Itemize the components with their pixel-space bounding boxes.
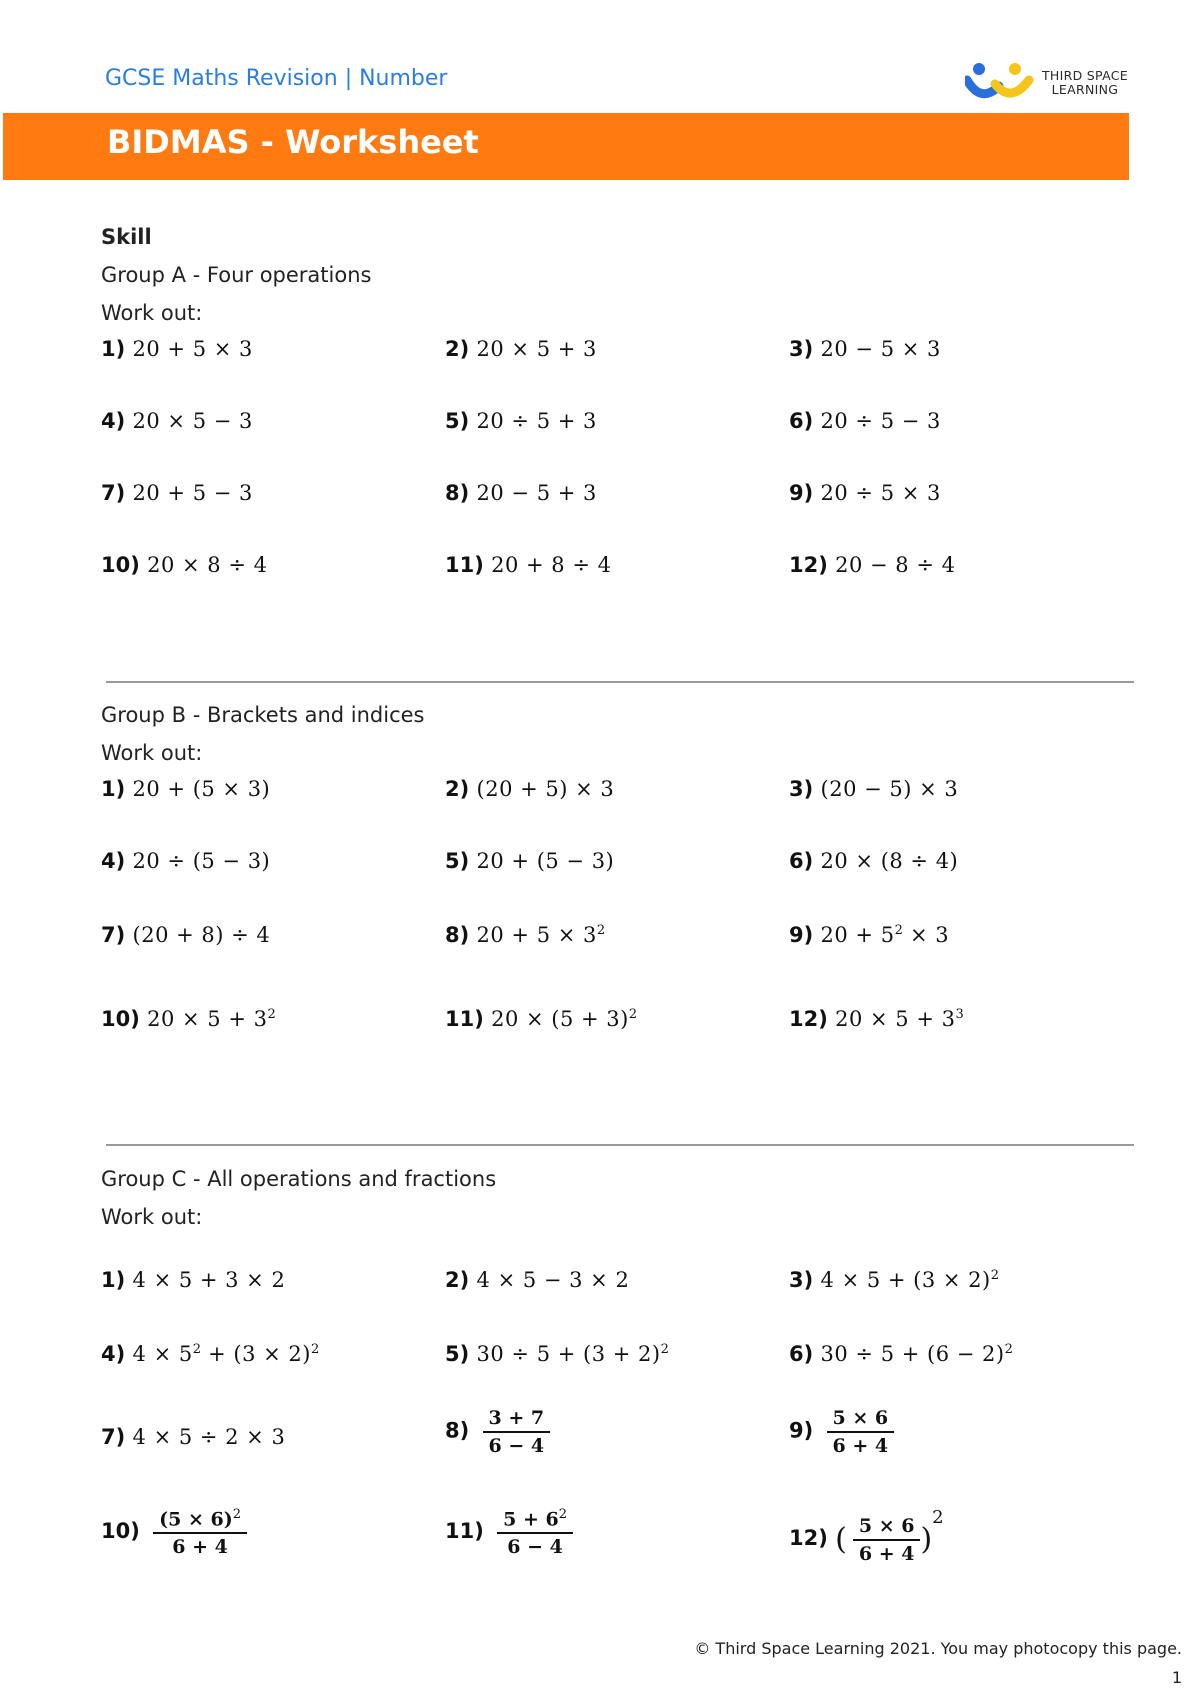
- fraction: [153, 1507, 247, 1558]
- problem-number: 8): [445, 1418, 477, 1443]
- problem-number: 2): [445, 337, 477, 361]
- problem: [789, 1007, 964, 1031]
- group-a-instruction: Work out:: [101, 301, 203, 325]
- problem-number: 7): [101, 481, 133, 505]
- page-title: BIDMAS - Worksheet: [107, 123, 479, 161]
- problem-number: 12): [789, 1007, 836, 1031]
- fraction-numerator: 5 × 6: [827, 1407, 895, 1433]
- problem: [101, 1425, 285, 1449]
- expression-tail: + (3 × 2): [200, 1342, 311, 1366]
- problem-number: 3): [789, 1268, 821, 1292]
- section-divider: [106, 1144, 1134, 1146]
- problem: [101, 1507, 247, 1558]
- problem-number: 10): [101, 1007, 148, 1031]
- expression: 20 × 5 + 3: [147, 1007, 268, 1031]
- problem-number: 2): [445, 1268, 477, 1292]
- problem-number: 6): [789, 1342, 821, 1366]
- expression: 30 ÷ 5 + (3 + 2): [476, 1342, 661, 1366]
- exponent: 3: [955, 1007, 964, 1022]
- problem-number: 11): [445, 1519, 492, 1544]
- problem: [101, 849, 270, 873]
- expression: 20 + 5 × 3: [476, 923, 597, 947]
- problem: [789, 409, 941, 433]
- expression: 20 ÷ 5 × 3: [820, 481, 941, 505]
- problem: [101, 1268, 285, 1292]
- group-b-instruction: Work out:: [101, 741, 203, 765]
- fraction-denominator: 6 + 4: [172, 1536, 228, 1559]
- problem-number: 3): [789, 777, 821, 801]
- problem: [789, 1342, 1013, 1366]
- problem: [789, 1507, 944, 1565]
- problem: [445, 923, 605, 947]
- problem: [789, 553, 955, 577]
- expression: 20 + (5 − 3): [476, 849, 615, 873]
- problem: [445, 553, 611, 577]
- expression: (20 + 5) × 3: [476, 777, 615, 801]
- fraction-denominator: 6 − 4: [488, 1435, 545, 1457]
- close-paren: ): [920, 1522, 933, 1557]
- expression: 20 × 5 + 3: [835, 1007, 956, 1031]
- problem-number: 6): [789, 849, 821, 873]
- expression: 20 × 5 + 3: [476, 337, 597, 361]
- expression: 20 × 5 − 3: [132, 409, 253, 433]
- group-b-heading: Group B - Brackets and indices: [101, 703, 425, 727]
- expression: 20 × 8 ÷ 4: [147, 553, 268, 577]
- problem-number: 9): [789, 1418, 821, 1443]
- expression: 20 + 8 ÷ 4: [491, 553, 612, 577]
- exponent: 2: [932, 1507, 944, 1528]
- fraction-numerator: 5 × 6: [853, 1515, 921, 1541]
- problem: [445, 1268, 629, 1292]
- problem: [445, 337, 597, 361]
- problem: [445, 777, 614, 801]
- fraction-numerator: 3 + 7: [483, 1407, 551, 1433]
- logo-line-2: LEARNING: [1051, 82, 1119, 97]
- expression: 20 − 8 ÷ 4: [835, 553, 956, 577]
- problem: [445, 849, 614, 873]
- problem-number: 10): [101, 553, 148, 577]
- section-divider: [106, 681, 1134, 683]
- expression: 4 × 5 − 3 × 2: [476, 1268, 630, 1292]
- problem: [445, 1007, 637, 1031]
- problem: [445, 481, 597, 505]
- fraction-denominator: 6 − 4: [507, 1536, 563, 1559]
- problem: [445, 1507, 573, 1558]
- expression: 20 × (8 ÷ 4): [820, 849, 959, 873]
- problem-number: 8): [445, 481, 477, 505]
- expression: 4 × 5: [132, 1342, 193, 1366]
- expression: 4 × 5 + (3 × 2): [820, 1268, 991, 1292]
- expression: 20 ÷ 5 + 3: [476, 409, 597, 433]
- problem-number: 6): [789, 409, 821, 433]
- exponent: 2: [310, 1342, 320, 1357]
- page-number: 1: [1171, 1668, 1182, 1687]
- problem: [445, 1342, 669, 1366]
- problem: [101, 553, 267, 577]
- group-c-instruction: Work out:: [101, 1205, 203, 1229]
- fraction-denominator: 6 + 4: [832, 1435, 889, 1457]
- copyright-footer: © Third Space Learning 2021. You may photocopy this page.: [694, 1639, 1182, 1658]
- fraction: [853, 1515, 921, 1565]
- problem-number: 9): [789, 923, 821, 947]
- title-banner: [3, 113, 1129, 180]
- problem-number: 8): [445, 923, 477, 947]
- problem-number: 4): [101, 849, 133, 873]
- expression: 20 − 5 + 3: [476, 481, 597, 505]
- expression: (20 + 8) ÷ 4: [132, 923, 271, 947]
- fraction: [483, 1407, 551, 1457]
- problem-number: 12): [789, 553, 836, 577]
- problem-number: 10): [101, 1519, 148, 1544]
- problem-number: 5): [445, 409, 477, 433]
- problem-number: 2): [445, 777, 477, 801]
- fraction-denominator: 6 + 4: [858, 1542, 915, 1565]
- third-space-learning-logo: [965, 60, 1145, 106]
- header-crumb: GCSE Maths Revision | Number: [105, 66, 448, 91]
- expression: 20 × (5 + 3): [491, 1007, 629, 1031]
- expression: 20 + 5: [820, 923, 895, 947]
- problem: [101, 337, 253, 361]
- fraction: [827, 1407, 895, 1457]
- problem: [789, 923, 949, 947]
- exponent: 2: [232, 1507, 241, 1522]
- open-paren: (: [835, 1522, 847, 1557]
- problem-number: 12): [789, 1526, 836, 1550]
- group-a-heading: Group A - Four operations: [101, 263, 372, 287]
- problem-number: 1): [101, 337, 133, 361]
- exponent: 2: [596, 923, 606, 938]
- problem: [101, 923, 270, 947]
- problem-number: 7): [101, 1425, 133, 1449]
- problem-number: 11): [445, 1007, 492, 1031]
- logo-mark-icon: [965, 60, 1035, 104]
- problem-number: 4): [101, 1342, 133, 1366]
- problem-number: 9): [789, 481, 821, 505]
- problem: [101, 777, 270, 801]
- problem: [789, 337, 941, 361]
- problem-number: 3): [789, 337, 821, 361]
- logo-line-1: THIRD SPACE: [1042, 68, 1128, 83]
- expression: 4 × 5 ÷ 2 × 3: [132, 1425, 286, 1449]
- exponent: 2: [192, 1342, 201, 1357]
- problem: [789, 1407, 894, 1457]
- problem: [101, 1007, 276, 1031]
- expression: 20 + 5 − 3: [132, 481, 253, 505]
- exponent: 2: [894, 923, 903, 938]
- expression: 30 ÷ 5 + (6 − 2): [820, 1342, 1005, 1366]
- problem: [101, 1342, 319, 1366]
- problem: [445, 1407, 550, 1457]
- fraction-numerator: $(5 \times 6)^2$: [153, 1507, 247, 1534]
- expression: 20 − 5 × 3: [820, 337, 941, 361]
- expression: 20 + 5 × 3: [132, 337, 253, 361]
- exponent: 2: [660, 1342, 669, 1357]
- exponent: 2: [267, 1007, 276, 1022]
- problem-number: 1): [101, 1268, 133, 1292]
- expression: 20 + (5 × 3): [132, 777, 271, 801]
- problem: [789, 777, 958, 801]
- group-c-heading: Group C - All operations and fractions: [101, 1167, 497, 1191]
- skill-label: Skill: [101, 225, 152, 249]
- problem: [101, 409, 253, 433]
- problem-number: 1): [101, 777, 133, 801]
- expression: 20 ÷ 5 − 3: [820, 409, 941, 433]
- fraction: [497, 1507, 573, 1558]
- expression: (20 − 5) × 3: [820, 777, 959, 801]
- exponent: 2: [990, 1268, 999, 1283]
- problem-number: 5): [445, 1342, 477, 1366]
- problem: [101, 481, 253, 505]
- problem-number: 7): [101, 923, 133, 947]
- problem-number: 11): [445, 553, 492, 577]
- problem-number: 4): [101, 409, 133, 433]
- problem: [445, 409, 597, 433]
- expression-tail: × 3: [902, 923, 950, 947]
- exponent: 2: [1004, 1342, 1013, 1357]
- exponent: 2: [558, 1507, 568, 1522]
- fraction-numerator: $5 + 6^2$: [497, 1507, 573, 1534]
- expression: 20 ÷ (5 − 3): [132, 849, 271, 873]
- problem: [789, 481, 941, 505]
- problem: [789, 849, 958, 873]
- logo-text: [1042, 69, 1128, 97]
- exponent: 2: [628, 1007, 638, 1022]
- problem-number: 5): [445, 849, 477, 873]
- expression: 4 × 5 + 3 × 2: [132, 1268, 286, 1292]
- problem: [789, 1268, 999, 1292]
